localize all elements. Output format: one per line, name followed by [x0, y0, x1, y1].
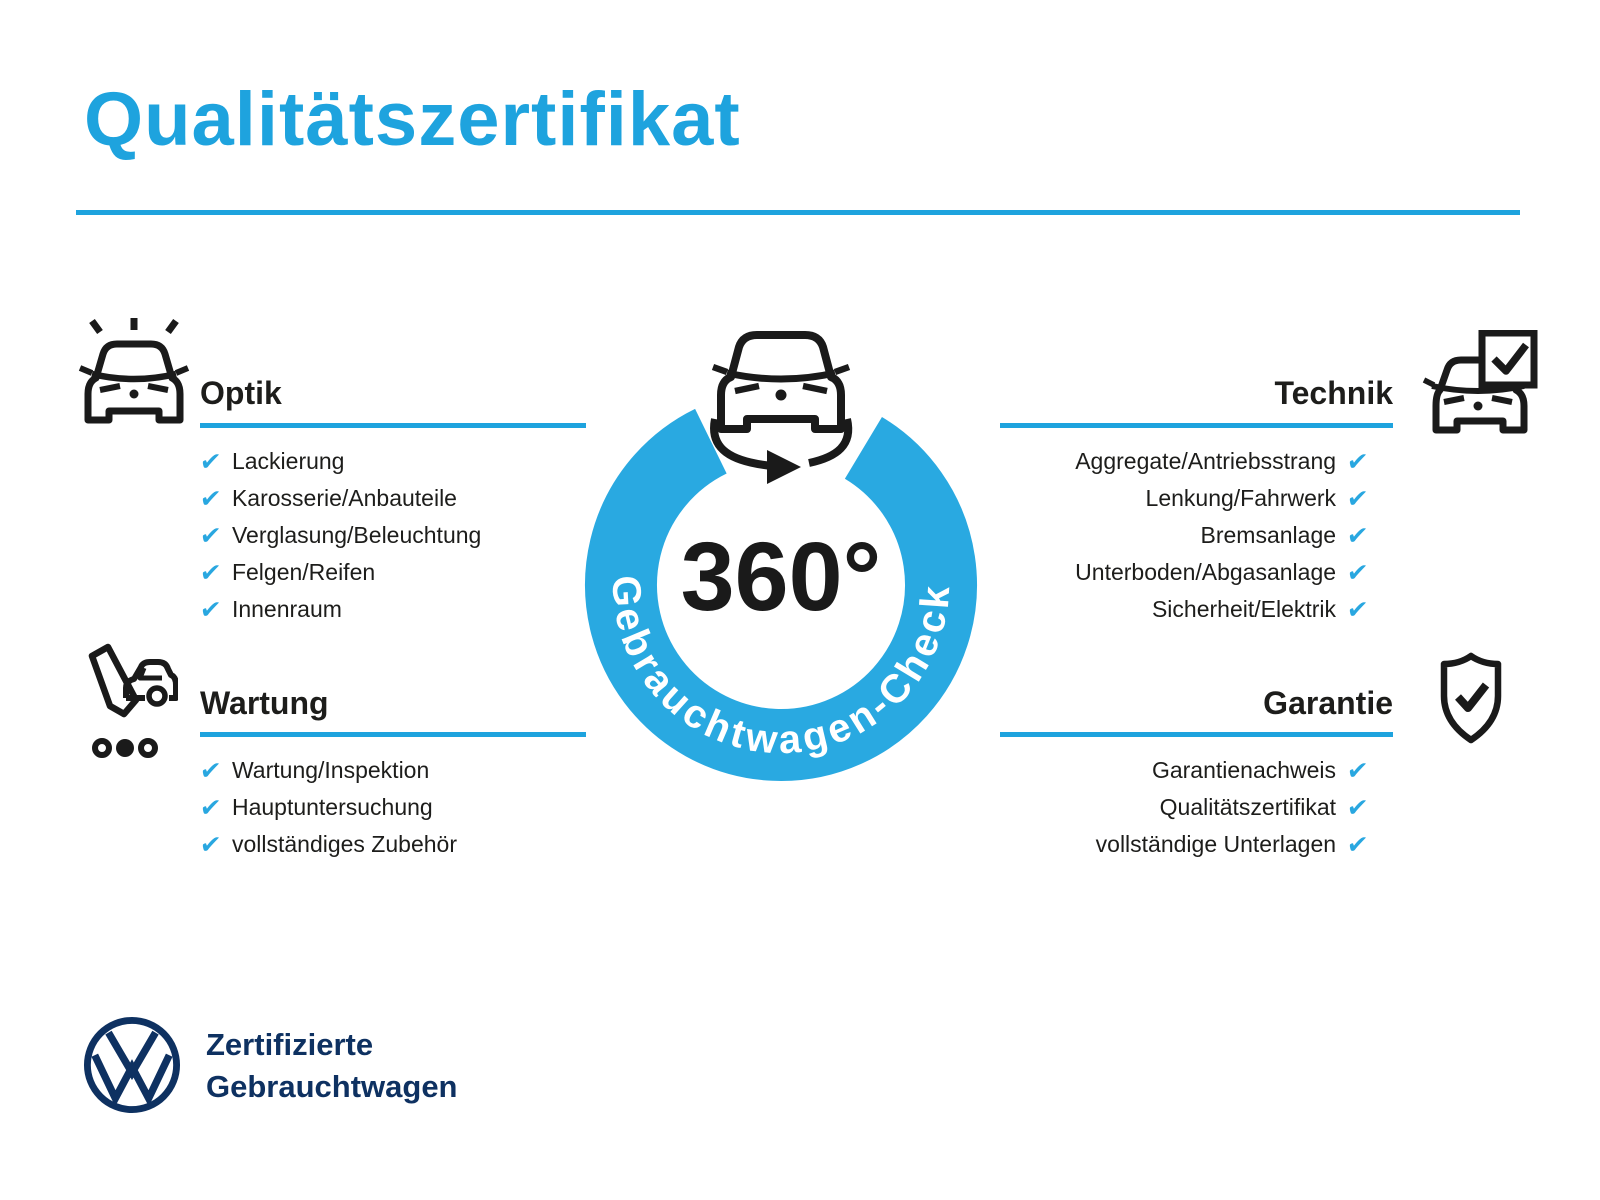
list-item — [1000, 752, 1368, 789]
service-record-icon — [74, 642, 178, 764]
list-item — [200, 826, 457, 863]
check-icon: ✔ — [198, 558, 223, 587]
check-icon: ✔ — [198, 521, 223, 550]
checklist-optik — [200, 443, 481, 628]
list-item — [1000, 443, 1368, 480]
check-icon: ✔ — [1345, 595, 1370, 624]
list-item — [1000, 789, 1368, 826]
list-item — [1000, 517, 1368, 554]
check-icon: ✔ — [1345, 756, 1370, 785]
section-title-garantie: Garantie — [1263, 685, 1393, 721]
list-item — [200, 443, 481, 480]
list-item — [200, 591, 481, 628]
brand-claim — [206, 1024, 458, 1108]
page-title: Qualitätszertifikat — [84, 77, 741, 162]
list-item-label: vollständige Unterlagen — [1095, 831, 1337, 857]
car-checkbox-icon — [1420, 330, 1544, 435]
checklist-technik — [1000, 443, 1368, 628]
list-item — [1000, 591, 1368, 628]
list-item-label: Qualitätszertifikat — [1159, 794, 1337, 820]
check-icon: ✔ — [198, 756, 223, 785]
section-rule-technik — [1000, 423, 1393, 428]
check-icon: ✔ — [198, 793, 223, 822]
list-item-label: Garantienachweis — [1151, 757, 1337, 783]
list-item — [1000, 554, 1368, 591]
list-item-label: Hauptuntersuchung — [231, 794, 433, 820]
section-title-technik: Technik — [1274, 375, 1393, 411]
checklist-wartung — [200, 752, 457, 863]
list-item — [200, 752, 457, 789]
list-item-label: Karosserie/Anbauteile — [231, 485, 457, 511]
section-rule-garantie — [1000, 732, 1393, 737]
check-icon: ✔ — [1345, 830, 1370, 859]
list-item-label: Unterboden/Abgasanlage — [1075, 559, 1337, 585]
section-title-optik: Optik — [200, 375, 282, 411]
list-item-label: Bremsanlage — [1200, 522, 1337, 548]
list-item-label: Sicherheit/Elektrik — [1151, 596, 1337, 622]
check-icon: ✔ — [1345, 447, 1370, 476]
list-item — [200, 480, 481, 517]
brand-claim-line1: Zertifizierte — [206, 1027, 374, 1062]
used-car-check-badge — [541, 325, 1021, 795]
car-rotation-icon — [713, 335, 849, 484]
list-item-label: Verglasung/Beleuchtung — [231, 522, 482, 548]
list-item — [200, 517, 481, 554]
vw-logo — [83, 1016, 181, 1114]
list-item-label: Aggregate/Antriebsstrang — [1075, 448, 1337, 474]
list-item — [1000, 480, 1368, 517]
check-icon: ✔ — [1345, 521, 1370, 550]
list-item-label: Felgen/Reifen — [231, 559, 376, 585]
check-icon: ✔ — [198, 447, 223, 476]
car-front-shine-icon — [72, 316, 196, 440]
list-item — [1000, 826, 1368, 863]
check-icon: ✔ — [198, 484, 223, 513]
brand-claim-line2: Gebrauchtwagen — [206, 1069, 458, 1104]
checklist-garantie — [1000, 752, 1368, 863]
section-rule-wartung — [200, 732, 586, 737]
check-icon: ✔ — [198, 830, 223, 859]
list-item-label: Innenraum — [231, 596, 342, 622]
ring-label: Gebrauchtwagen-Check — [603, 574, 959, 763]
title-divider — [76, 210, 1520, 215]
list-item-label: Wartung/Inspektion — [231, 757, 430, 783]
list-item-label: vollständiges Zubehör — [231, 831, 457, 857]
list-item-label: Lackierung — [231, 448, 345, 474]
list-item — [200, 789, 457, 826]
degrees-label: 360° — [680, 522, 882, 631]
check-icon: ✔ — [1345, 793, 1370, 822]
check-icon: ✔ — [1345, 484, 1370, 513]
list-item — [200, 554, 481, 591]
list-item-label: Lenkung/Fahrwerk — [1145, 485, 1337, 511]
shield-check-icon — [1432, 652, 1510, 744]
section-title-wartung: Wartung — [200, 685, 329, 721]
section-rule-optik — [200, 423, 586, 428]
check-icon: ✔ — [1345, 558, 1370, 587]
check-icon: ✔ — [198, 595, 223, 624]
